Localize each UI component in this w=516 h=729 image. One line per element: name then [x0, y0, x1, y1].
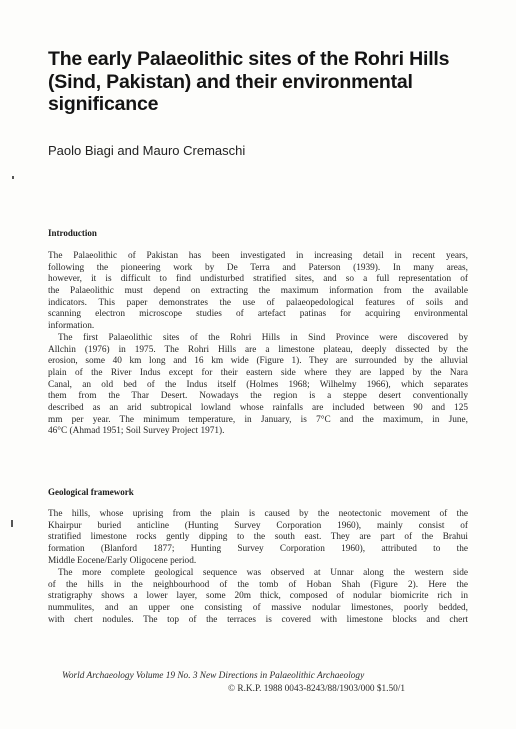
text-line: stratified limestone rocks gently dipping to the south east. They are part of the Brahui [48, 532, 468, 543]
text-line: plain of the River Indus except for their eastern side where they are lapped by the Nara [48, 367, 468, 378]
text-line: mm per year. The minimum temperature, in January, is 7°C and the maximum, in June, [48, 414, 468, 425]
margin-mark [12, 176, 14, 179]
text-line: stratigraphy shows a lower layer, some 20m thick, composed of nodular biomicrite rich in [48, 591, 468, 602]
text-line: the Palaeolithic must depend on extracting the maximum information from the available [48, 285, 468, 296]
text-line: them from the Thar Desert. Nowadays the region is a steppe desert conventionally [48, 391, 468, 402]
text-line: The Palaeolithic of Pakistan has been investigated in increasing detail in recent years, [48, 251, 468, 261]
text-line: formation (Blanford 1877; Hunting Survey Corporation 1960), attributed to the [48, 543, 468, 554]
paragraph [48, 568, 468, 626]
section-heading-geological-framework: Geological framework [48, 487, 134, 497]
text-line: Khairpur buried anticline (Hunting Survey Corporation 1960), mainly consist of [48, 520, 468, 531]
text-line: with chert nodules. The top of the terraces is covered with limestone blocks and chert [48, 614, 468, 625]
text-line: following the pioneering work by De Terra and Paterson (1939). In many areas, [48, 262, 468, 273]
paragraph [48, 509, 468, 567]
text-line: erosion, some 40 km long and 16 km wide (Figure 1). They are surrounded by the alluvial [48, 356, 468, 367]
journal-citation: World Archaeology Volume 19 No. 3 New Directions in Palaeolithic Archaeology [62, 671, 365, 681]
copyright-line: © R.K.P. 1988 0043-8243/88/1903/000 $1.50/1 [228, 684, 405, 694]
text-line: however, it is difficult to find undisturbed stratified sites, and so a full representation of [48, 274, 468, 285]
paragraph [48, 333, 468, 438]
article-title: The early Palaeolithic sites of the Rohri Hills (Sind, Pakistan) and their environmental significance [48, 48, 450, 115]
text-line: Middle Eocene/Early Oligocene period. [48, 555, 197, 566]
text-line: indicators. This paper demonstrates the use of palaeopedological features of soils and [48, 297, 468, 308]
text-line: The first Palaeolithic sites of the Rohri Hills in Sind Province were discovered by [58, 333, 468, 343]
margin-mark [11, 520, 13, 527]
text-line: 46°C (Ahmad 1951; Soil Survey Project 1971). [48, 426, 225, 437]
section-heading-introduction: Introduction [48, 228, 97, 238]
article-authors: Paolo Biagi and Mauro Cremaschi [48, 143, 246, 158]
text-line: information. [48, 320, 95, 331]
text-line: The hills, whose uprising from the plain is caused by the neotectonic movement of the [48, 509, 468, 519]
text-line: Canal, an old bed of the Indus itself (Holmes 1968; Wilhelmy 1966), which separates [48, 379, 468, 390]
text-line: described as an arid subtropical lowland whose rainfalls are included between 90 and 125 [48, 402, 468, 413]
text-line: Allchin (1976) in 1975. The Rohri Hills are a limestone plateau, deeply dissected by the [48, 344, 468, 355]
text-line: The more complete geological sequence was observed at Unnar along the western side [58, 568, 468, 578]
text-line: of the hills in the neighbourhood of the tomb of Hoban Shah (Figure 2). Here the [48, 579, 468, 590]
text-line: scanning electron microscope studies of artefact patinas for acquiring environmental [48, 309, 468, 320]
paragraph [48, 251, 468, 333]
text-line: nummulites, and an upper one consisting of massive nodular limestones, poorly bedded, [48, 602, 468, 613]
